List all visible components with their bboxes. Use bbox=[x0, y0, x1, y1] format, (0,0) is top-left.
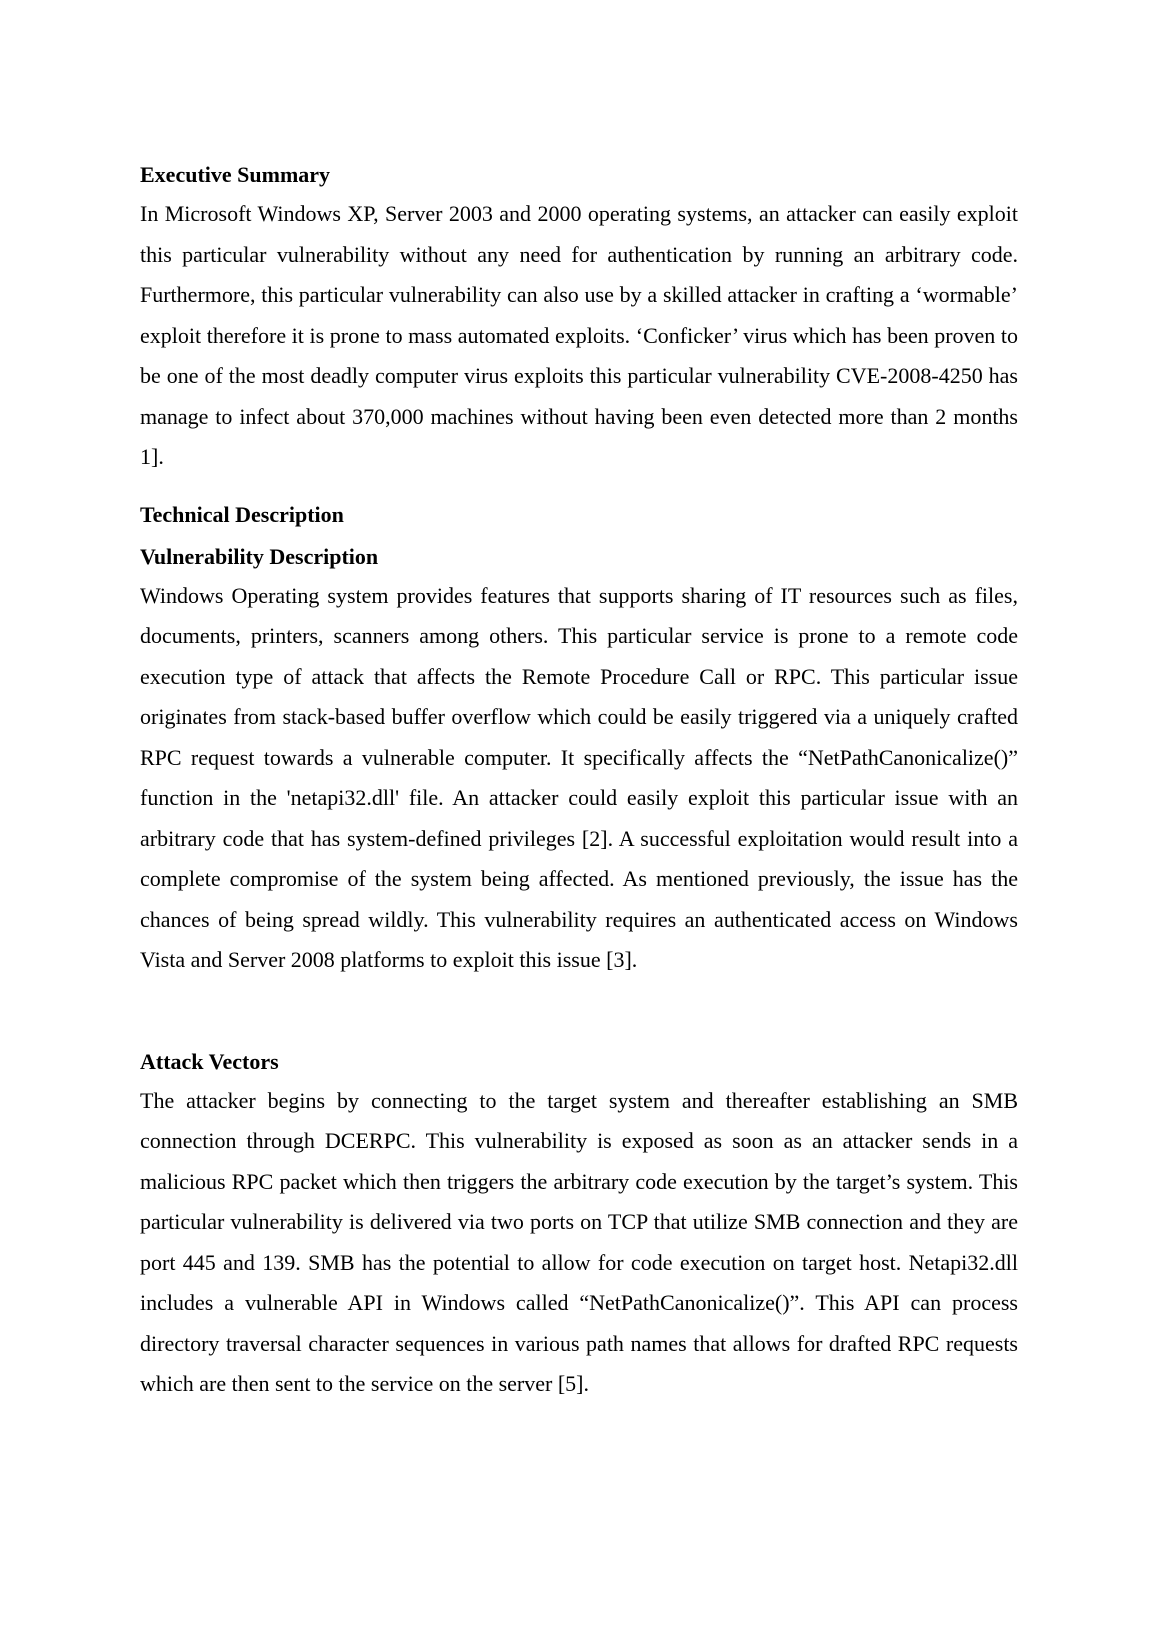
executive-summary-section bbox=[140, 160, 1018, 478]
executive-summary-heading: Executive Summary bbox=[140, 162, 331, 187]
executive-summary-body: In Microsoft Windows XP, Server 2003 and 2000 operating systems, an attacker can easily exploit this particular vulnerability without any need for authentication by running an arbitrary code. Furthermore, this particular vulnerability can also use by a skilled attacker in crafting a ‘wormable’ exploit therefore it is prone to mass automated exploits. ‘Conficker’ virus which has been proven to be one of the most deadly computer virus exploits this particular vulnerability CVE-2008-4250 has manage to infect about 370,000 machines without having been even detected more than 2 months 1]. bbox=[140, 201, 1018, 469]
attack-vectors-section bbox=[140, 1047, 1018, 1405]
vulnerability-description-heading: Vulnerability Description bbox=[140, 543, 379, 569]
attack-vectors-heading: Attack Vectors bbox=[140, 1048, 279, 1074]
technical-description-heading: Technical Description bbox=[140, 501, 344, 527]
vulnerability-description-body: Windows Operating system provides features that supports sharing of IT resources such as files, documents, printers, scanners among others. This particular service is prone to a remote code execution type of attack that affects the Remote Procedure Call or RPC. This particular issue originates from stack-based buffer overflow which could be easily triggered via a uniquely crafted RPC request towards a vulnerable computer. It specifically affects the “NetPathCanonicalize()” function in the 'netapi32.dll' file. An attacker could easily exploit this particular issue with an arbitrary code that has system-defined privileges [2]. A successful exploitation would result into a complete compromise of the system being affected. As mentioned previously, the issue has the chances of being spread wildly. This vulnerability requires an authenticated access on Windows Vista and Server 2008 platforms to exploit this issue [3]. bbox=[140, 582, 1018, 972]
attack-vectors-body: The attacker begins by connecting to the target system and thereafter establishing an SMB connection through DCERPC. This vulnerability is exposed as soon as an attacker sends in a malicious RPC packet which then triggers the arbitrary code execution by the target’s system. This particular vulnerability is delivered via two ports on TCP that utilize SMB connection and they are port 445 and 139. SMB has the potential to allow for code execution on target host. Netapi32.dll includes a vulnerable API in Windows called “NetPathCanonicalize()”. This API can process directory traversal character sequences in various path names that allows for drafted RPC requests which are then sent to the service on the server [5]. bbox=[140, 1087, 1018, 1396]
technical-description-section bbox=[140, 500, 1018, 981]
